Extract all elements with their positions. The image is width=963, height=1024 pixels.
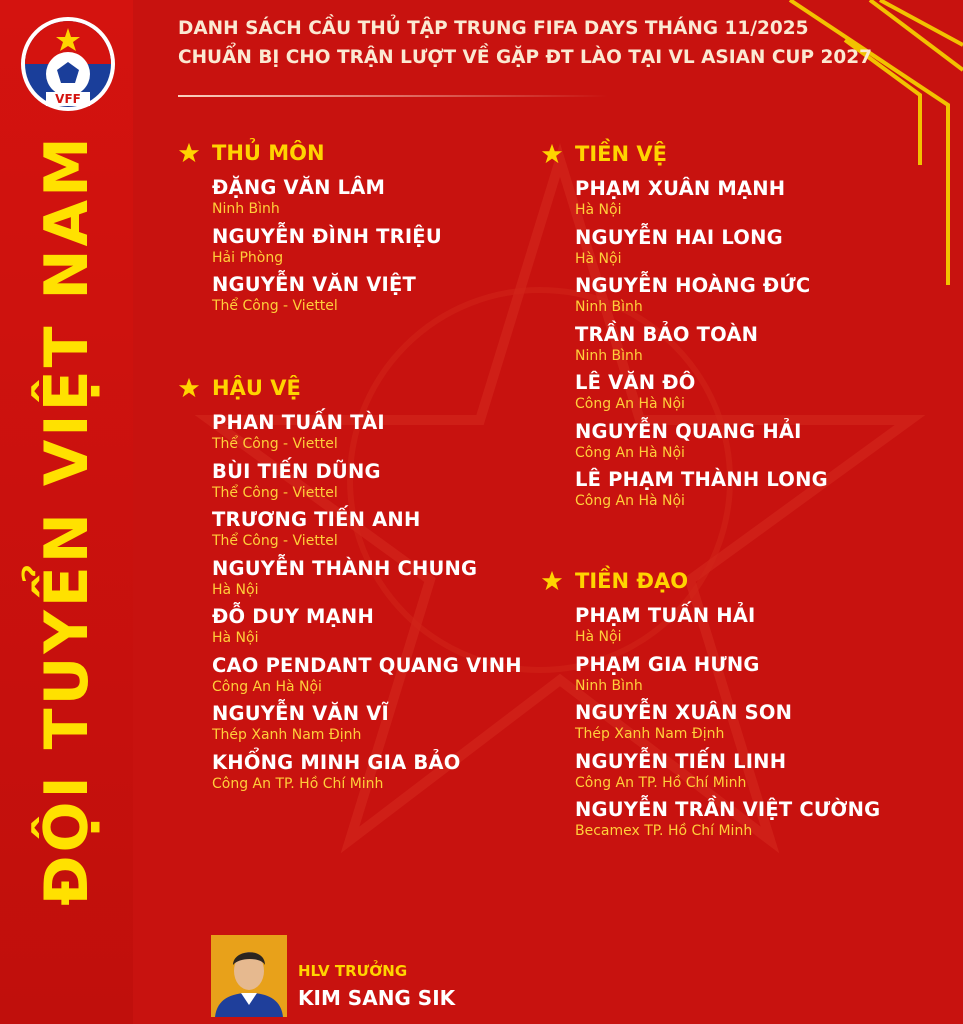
player-name: TRẦN BẢO TOÀN <box>575 322 759 346</box>
player-item <box>575 750 880 799</box>
player-club: Ninh Bình <box>575 299 643 315</box>
player-name: TRƯƠNG TIẾN ANH <box>212 508 421 531</box>
section-goalkeepers <box>178 138 442 322</box>
section-defenders <box>178 373 522 799</box>
player-name: PHẠM XUÂN MẠNH <box>575 177 786 200</box>
player-item <box>212 411 522 460</box>
player-club: Hà Nội <box>575 202 622 218</box>
star-icon <box>178 377 200 399</box>
star-icon <box>541 143 563 165</box>
player-name: NGUYỄN QUANG HẢI <box>575 419 802 443</box>
star-icon <box>541 570 563 592</box>
player-item <box>575 274 828 323</box>
header <box>178 14 878 72</box>
vff-logo <box>18 14 118 114</box>
player-item <box>212 176 442 225</box>
player-club: Thép Xanh Nam Định <box>575 726 725 742</box>
player-item <box>212 460 522 509</box>
player-item <box>212 605 522 654</box>
player-name: PHẠM GIA HƯNG <box>575 652 760 676</box>
player-item <box>575 653 880 702</box>
section-title <box>178 138 442 168</box>
player-club: Công An TP. Hồ Chí Minh <box>212 775 384 792</box>
player-club: Ninh Bình <box>575 347 643 364</box>
section-forwards <box>541 566 880 847</box>
player-club: Hải Phòng <box>212 249 284 266</box>
player-name: PHAN TUẤN TÀI <box>212 411 385 434</box>
player-item <box>575 798 880 847</box>
player-club: Công An Hà Nội <box>212 678 322 695</box>
header-line-2: CHUẨN BỊ CHO TRẬN LƯỢT VỀ GẶP ĐT LÀO TẠI VL ASIAN CUP 2027 <box>178 47 872 68</box>
section-title <box>541 139 828 169</box>
player-name: LÊ PHẠM THÀNH LONG <box>575 468 828 491</box>
player-name: NGUYỄN ĐÌNH TRIỆU <box>212 224 442 248</box>
player-item <box>212 508 522 557</box>
player-item <box>575 371 828 420</box>
player-item <box>575 226 828 275</box>
player-item <box>212 702 522 751</box>
player-club: Công An TP. Hồ Chí Minh <box>575 774 747 791</box>
star-icon <box>178 142 200 164</box>
player-name: NGUYỄN TRẦN VIỆT CƯỜNG <box>575 798 881 821</box>
player-club: Thể Công - Viettel <box>212 436 338 452</box>
player-club: Công An Hà Nội <box>575 493 685 509</box>
player-item <box>212 557 522 606</box>
player-club: Hà Nội <box>575 629 622 645</box>
coach-role: HLV TRƯỞNG <box>298 962 408 980</box>
player-club: Ninh Bình <box>212 201 280 217</box>
player-club: Hà Nội <box>212 630 259 646</box>
player-name: BÙI TIẾN DŨNG <box>212 459 381 483</box>
player-item <box>212 225 442 274</box>
player-item <box>575 468 828 517</box>
player-club: Ninh Bình <box>575 677 643 694</box>
player-name: LÊ VĂN ĐÔ <box>575 371 696 394</box>
coach-name: KIM SANG SIK <box>298 986 456 1010</box>
player-item <box>212 273 442 322</box>
player-club: Công An Hà Nội <box>575 396 685 412</box>
player-item <box>575 701 880 750</box>
player-item <box>212 654 522 703</box>
player-name: NGUYỄN VĂN VIỆT <box>212 273 416 296</box>
vff-logo-text: VFF <box>55 92 81 106</box>
player-club: Công An Hà Nội <box>575 444 685 461</box>
player-item <box>575 177 828 226</box>
header-divider <box>178 95 608 97</box>
player-club: Hà Nội <box>212 581 259 598</box>
section-title <box>541 566 880 596</box>
player-name: CAO PENDANT QUANG VINH <box>212 653 522 677</box>
player-club: Thép Xanh Nam Định <box>212 727 362 743</box>
forwards-title: TIỀN ĐẠO <box>575 569 689 593</box>
coach-photo <box>211 935 287 1017</box>
team-title: ĐỘI TUYỂN VIỆT NAM <box>32 134 102 906</box>
player-name: NGUYỄN VĂN VĨ <box>212 702 389 725</box>
player-club: Thể Công - Viettel <box>212 484 338 501</box>
player-name: NGUYỄN THÀNH CHUNG <box>212 556 478 580</box>
player-club: Hà Nội <box>575 250 622 267</box>
player-name: ĐỖ DUY MẠNH <box>212 605 374 628</box>
header-line-1: DANH SÁCH CẦU THỦ TẬP TRUNG FIFA DAYS THÁNG 11/2025 <box>178 18 809 39</box>
player-name: NGUYỄN XUÂN SON <box>575 701 793 724</box>
player-name: NGUYỄN HOÀNG ĐỨC <box>575 274 811 297</box>
section-midfielders <box>541 139 828 517</box>
midfielders-title: TIỀN VỆ <box>575 142 667 166</box>
player-name: NGUYỄN HAI LONG <box>575 225 783 249</box>
player-name: KHỔNG MINH GIA BẢO <box>212 750 461 774</box>
player-item <box>212 751 522 800</box>
player-club: Becamex TP. Hồ Chí Minh <box>575 823 753 839</box>
player-name: NGUYỄN TIẾN LINH <box>575 749 787 773</box>
player-club: Thể Công - Viettel <box>212 298 338 314</box>
goalkeepers-title: THỦ MÔN <box>212 141 325 165</box>
player-item <box>575 420 828 469</box>
player-item <box>575 323 828 372</box>
player-name: ĐẶNG VĂN LÂM <box>212 176 386 199</box>
defenders-title: HẬU VỆ <box>212 376 301 400</box>
player-club: Thể Công - Viettel <box>212 533 338 549</box>
section-title <box>178 373 522 403</box>
player-item <box>575 604 880 653</box>
player-name: PHẠM TUẤN HẢI <box>575 604 756 627</box>
